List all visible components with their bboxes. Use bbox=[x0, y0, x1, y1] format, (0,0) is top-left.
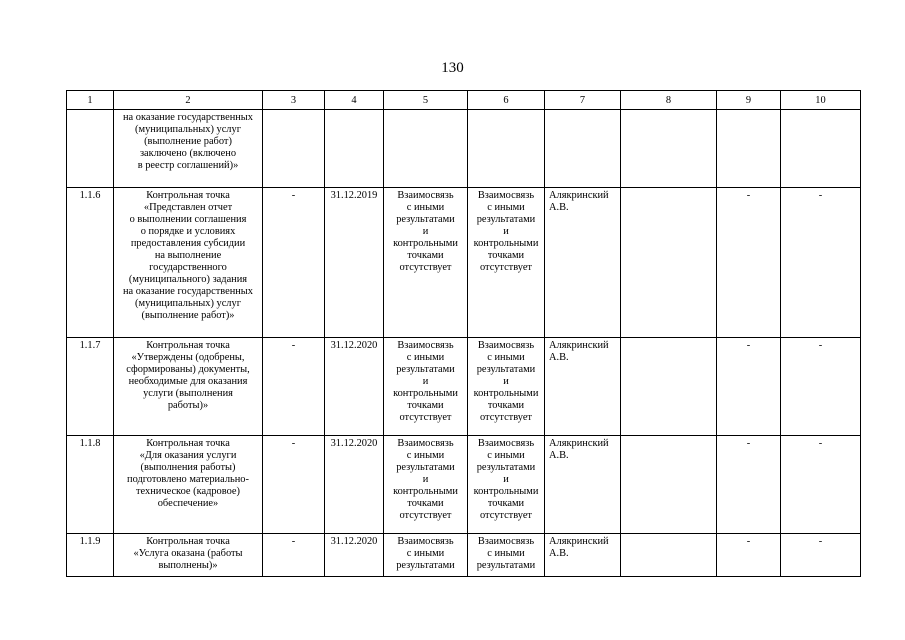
cell-text-line: Контрольная точка bbox=[146, 340, 230, 351]
responsible-cell bbox=[545, 338, 621, 436]
column-header: 3 bbox=[263, 91, 325, 110]
cell-text-line: (выполнения работы) bbox=[140, 462, 236, 473]
cell-text-line: точками bbox=[487, 250, 525, 261]
cell-text-line: А.В. bbox=[549, 548, 569, 559]
cell-text-line: работы)» bbox=[167, 400, 209, 411]
column-header: 1 bbox=[67, 91, 114, 110]
relation-cell bbox=[468, 436, 545, 534]
cell-text-line: на оказание государственных bbox=[123, 112, 253, 123]
cell-text-line: точками bbox=[407, 250, 444, 261]
table-row bbox=[67, 110, 861, 188]
description-cell bbox=[114, 110, 263, 188]
relation-cell bbox=[468, 110, 545, 188]
cell-text-line: результатами bbox=[396, 364, 455, 375]
cell-text-line: о порядке и условиях bbox=[140, 226, 236, 237]
cell-text-line: «Представлен отчет bbox=[143, 202, 233, 213]
relation-cell bbox=[468, 188, 545, 338]
cell-text-line: обеспечение» bbox=[157, 498, 219, 509]
cell-text-line: Контрольная точка bbox=[146, 438, 230, 449]
col10-cell bbox=[781, 110, 861, 188]
col3-cell: - bbox=[263, 534, 325, 577]
cell-text-line: Алякринский bbox=[549, 340, 609, 351]
cell-text-line: Взаимосвязь bbox=[477, 536, 535, 547]
row-number-cell bbox=[67, 110, 114, 188]
cell-text-line: предоставления субсидии bbox=[130, 238, 246, 249]
cell-text-line: и bbox=[422, 226, 429, 237]
col9-cell: - bbox=[717, 188, 781, 338]
cell-text-line: на выполнение bbox=[154, 250, 222, 261]
cell-text-line: о выполнении соглашения bbox=[129, 214, 247, 225]
cell-text-line: А.В. bbox=[549, 450, 569, 461]
col3-cell: - bbox=[263, 436, 325, 534]
relation-cell bbox=[384, 110, 468, 188]
responsible-cell bbox=[545, 110, 621, 188]
cell-text-line: подготовлено материально- bbox=[127, 474, 249, 485]
cell-text-line: Взаимосвязь bbox=[397, 438, 454, 449]
description-cell bbox=[114, 534, 263, 577]
cell-text-line: точками bbox=[407, 400, 444, 411]
cell-text-line: с иными bbox=[406, 352, 445, 363]
control-points-table bbox=[66, 90, 861, 577]
row-number-cell: 1.1.6 bbox=[67, 188, 114, 338]
cell-text-line: результатами bbox=[476, 560, 536, 571]
column-header: 4 bbox=[325, 91, 384, 110]
cell-text-line: результатами bbox=[396, 560, 455, 571]
cell-text-line: (муниципальных) услуг bbox=[135, 298, 241, 309]
cell-text-line: на оказание государственных bbox=[123, 286, 253, 297]
cell-text-line: точками bbox=[487, 400, 525, 411]
table-row bbox=[67, 436, 861, 534]
column-header: 6 bbox=[468, 91, 545, 110]
relation-cell bbox=[384, 534, 468, 577]
cell-text-line: (муниципального) задания bbox=[128, 274, 248, 285]
relation-cell bbox=[468, 534, 545, 577]
cell-text-line: результатами bbox=[476, 462, 536, 473]
relation-cell bbox=[468, 338, 545, 436]
cell-text-line: и bbox=[503, 226, 509, 237]
cell-text-line: и bbox=[503, 376, 509, 387]
col3-cell: - bbox=[263, 188, 325, 338]
col3-cell: - bbox=[263, 338, 325, 436]
col9-cell bbox=[717, 110, 781, 188]
cell-text-line: А.В. bbox=[549, 352, 569, 363]
cell-text-line: необходимые для оказания bbox=[128, 376, 248, 387]
cell-text-line: и bbox=[422, 376, 429, 387]
cell-text-line: точками bbox=[487, 498, 525, 509]
cell-text-line: с иными bbox=[406, 202, 445, 213]
cell-text-line: Взаимосвязь bbox=[397, 340, 454, 351]
description-cell bbox=[114, 436, 263, 534]
cell-text-line: контрольными bbox=[393, 238, 458, 249]
cell-text-line: результатами bbox=[396, 462, 455, 473]
cell-text-line: «Для оказания услуги bbox=[139, 450, 237, 461]
cell-text-line: с иными bbox=[406, 548, 445, 559]
cell-text-line: отсутствует bbox=[480, 510, 532, 521]
column-header: 5 bbox=[384, 91, 468, 110]
cell-text-line: Алякринский bbox=[549, 190, 609, 201]
column-header: 8 bbox=[621, 91, 717, 110]
col8-cell bbox=[621, 338, 717, 436]
relation-cell bbox=[384, 188, 468, 338]
cell-text-line: результатами bbox=[476, 364, 536, 375]
cell-text-line: Алякринский bbox=[549, 536, 609, 547]
col3-cell bbox=[263, 110, 325, 188]
cell-text-line: контрольными bbox=[473, 238, 539, 249]
col10-cell: - bbox=[781, 534, 861, 577]
cell-text-line: «Услуга оказана (работы bbox=[133, 548, 243, 559]
cell-text-line: заключено (включено bbox=[139, 148, 237, 159]
cell-text-line: точками bbox=[407, 498, 444, 509]
row-number-cell: 1.1.7 bbox=[67, 338, 114, 436]
cell-text-line: с иными bbox=[487, 352, 525, 363]
col9-cell: - bbox=[717, 534, 781, 577]
description-cell bbox=[114, 338, 263, 436]
column-header: 2 bbox=[114, 91, 263, 110]
cell-text-line: Контрольная точка bbox=[146, 536, 230, 547]
cell-text-line: с иными bbox=[487, 450, 525, 461]
col10-cell: - bbox=[781, 436, 861, 534]
col10-cell: - bbox=[781, 338, 861, 436]
cell-text-line: контрольными bbox=[473, 388, 539, 399]
col8-cell bbox=[621, 436, 717, 534]
date-cell: 31.12.2020 bbox=[325, 436, 384, 534]
table-row bbox=[67, 188, 861, 338]
cell-text-line: Взаимосвязь bbox=[397, 536, 454, 547]
cell-text-line: услуги (выполнения bbox=[143, 388, 233, 399]
cell-text-line: Взаимосвязь bbox=[397, 190, 454, 201]
cell-text-line: результатами bbox=[396, 214, 455, 225]
column-header: 9 bbox=[717, 91, 781, 110]
row-number-cell: 1.1.9 bbox=[67, 534, 114, 577]
cell-text-line: и bbox=[422, 474, 429, 485]
responsible-cell bbox=[545, 188, 621, 338]
col9-cell: - bbox=[717, 436, 781, 534]
date-cell: 31.12.2020 bbox=[325, 338, 384, 436]
cell-text-line: с иными bbox=[487, 202, 525, 213]
cell-text-line: и bbox=[503, 474, 509, 485]
cell-text-line: Взаимосвязь bbox=[477, 438, 535, 449]
col10-cell: - bbox=[781, 188, 861, 338]
cell-text-line: выполнены)» bbox=[158, 560, 218, 571]
cell-text-line: государственного bbox=[149, 262, 227, 273]
page-number: 130 bbox=[441, 60, 464, 76]
cell-text-line: отсутствует bbox=[480, 262, 532, 273]
col8-cell bbox=[621, 534, 717, 577]
relation-cell bbox=[384, 338, 468, 436]
header-row bbox=[67, 91, 861, 110]
cell-text-line: в реестр соглашений)» bbox=[137, 160, 239, 171]
cell-text-line: (муниципальных) услуг bbox=[135, 124, 241, 135]
column-header: 7 bbox=[545, 91, 621, 110]
table-row bbox=[67, 338, 861, 436]
cell-text-line: сформированы) документы, bbox=[126, 364, 250, 375]
cell-text-line: результатами bbox=[476, 214, 536, 225]
col9-cell: - bbox=[717, 338, 781, 436]
cell-text-line: (выполнение работ)» bbox=[141, 310, 235, 321]
cell-text-line: с иными bbox=[487, 548, 525, 559]
date-cell bbox=[325, 110, 384, 188]
cell-text-line: «Утверждены (одобрены, bbox=[131, 352, 245, 363]
cell-text-line: отсутствует bbox=[399, 412, 452, 423]
cell-text-line: с иными bbox=[406, 450, 445, 461]
column-header: 10 bbox=[781, 91, 861, 110]
col8-cell bbox=[621, 188, 717, 338]
responsible-cell bbox=[545, 436, 621, 534]
cell-text-line: Алякринский bbox=[549, 438, 609, 449]
description-cell bbox=[114, 188, 263, 338]
cell-text-line: отсутствует bbox=[399, 262, 452, 273]
cell-text-line: техническое (кадровое) bbox=[136, 486, 240, 497]
cell-text-line: отсутствует bbox=[399, 510, 452, 521]
cell-text-line: контрольными bbox=[393, 388, 458, 399]
table-row bbox=[67, 534, 861, 577]
cell-text-line: Взаимосвязь bbox=[477, 190, 535, 201]
cell-text-line: контрольными bbox=[393, 486, 458, 497]
responsible-cell bbox=[545, 534, 621, 577]
cell-text-line: контрольными bbox=[473, 486, 539, 497]
col8-cell bbox=[621, 110, 717, 188]
cell-text-line: Взаимосвязь bbox=[477, 340, 535, 351]
cell-text-line: Контрольная точка bbox=[146, 190, 230, 201]
cell-text-line: (выполнение работ) bbox=[144, 136, 232, 147]
date-cell: 31.12.2019 bbox=[325, 188, 384, 338]
relation-cell bbox=[384, 436, 468, 534]
date-cell: 31.12.2020 bbox=[325, 534, 384, 577]
cell-text-line: отсутствует bbox=[480, 412, 532, 423]
row-number-cell: 1.1.8 bbox=[67, 436, 114, 534]
cell-text-line: А.В. bbox=[549, 202, 569, 213]
